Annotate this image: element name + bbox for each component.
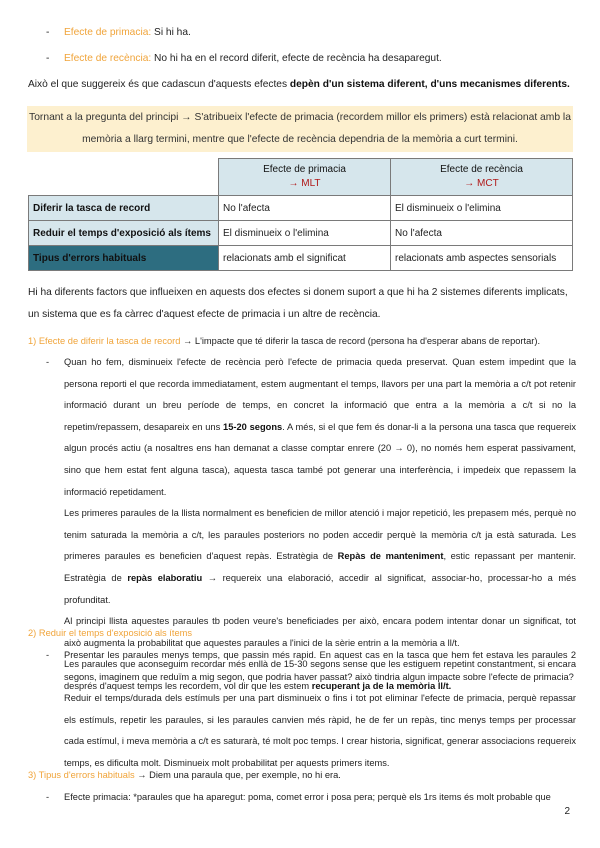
table-header-recency	[391, 159, 573, 196]
table-row	[29, 246, 573, 271]
header-sub: → MLT	[288, 178, 321, 189]
section2-heading	[28, 623, 574, 645]
bullet-dash: -	[46, 53, 50, 64]
section-intro: → L'impacte que té diferir la tasca de record (persona ha d'esperar abans de reportar).	[180, 336, 541, 346]
bullet-label: Efecte de primacia:	[64, 27, 152, 38]
table-header-primacy	[219, 159, 391, 196]
header-title: Efecte de primacia	[263, 164, 346, 175]
page-number: 2	[564, 806, 570, 817]
intro-paragraph	[28, 74, 574, 96]
row-label: Diferir la tasca de record	[29, 196, 219, 221]
row-label: Tipus d'errors habituals	[29, 246, 219, 271]
section-title: 2) Reduir el temps d'exposició als ítems	[28, 628, 193, 638]
table-corner	[29, 159, 219, 196]
factors-paragraph: Hi ha diferents factors que influeixen en aquests dos efectes si donem suport a que hi ha 2 sistemes diferents implicats, un sistema que es fa càrrec d'aquest efecte de primacia i un altre de recència.	[28, 287, 568, 320]
header-sub: → MCT	[464, 178, 499, 189]
bullet-label: Efecte de recència:	[64, 53, 152, 64]
bullet-dash: -	[46, 792, 50, 802]
intro-bold: depèn d'un sistema diferent, d'uns mecanismes diferents.	[289, 79, 570, 90]
cell-primacy: relacionats amb el significat	[219, 246, 391, 271]
table-row	[29, 196, 573, 221]
section-title: 1) Efecte de diferir la tasca de record	[28, 336, 181, 346]
cell-primacy: El disminueix o l'elimina	[219, 221, 391, 246]
cell-primacy: No l'afecta	[219, 196, 391, 221]
bullet-dash: -	[46, 650, 50, 660]
highlight-text: Tornant a la pregunta del principi → S'atribueix l'efecte de primacia (recordem millor els primers) està relacionat amb la memòria a llarg termini, mentre que l'efecte de recència dependria de la memòria a curt termini.	[29, 112, 571, 145]
bullet-dash: -	[46, 27, 50, 38]
comparison-table	[28, 158, 573, 271]
section-title: 3) Tipus d'errors habituals	[28, 770, 135, 780]
section3-bullet	[46, 787, 576, 809]
intro-text: Això el que suggereix és que cadascun d'aquests efectes	[28, 79, 290, 90]
bullet-primacy	[46, 22, 576, 44]
section1-p2: Les primeres paraules de la llista normalment es beneficien de millor atenció i major repetició, les prepasem més, perquè no tenim saturada la memòria a c/t, les paraules posteriors no poden accedir perquè la memòria c/t ja està saturada. Les primeres paraules es beneficien d'aquest repàs. Estratègia de Repàs de manteniment, estic repassant per mantenir. Estratègia de repàs elaboratiu → requereix una elaboració, accedir al significat, associar-ho, processar-ho a més profunditat.	[64, 508, 576, 605]
bullet-recency	[46, 48, 576, 70]
bullet-value: No hi ha en el record diferit, efecte de recència ha desaparegut.	[151, 53, 442, 64]
bullet-value: Si hi ha.	[151, 27, 191, 38]
bullet-dash: -	[46, 357, 50, 367]
table-row	[29, 221, 573, 246]
section3-heading	[28, 765, 574, 787]
row-label: Reduir el temps d'exposició als ítems	[29, 221, 219, 246]
section1-p3: Al principi llista aquestes paraules tb poden veure's beneficiades per això, encara podem intentar donar un significat, tot això augmenta la probabilitat que aquestes paraules a l'inici de la sèrie entrin a la memòria a ll/t.	[64, 616, 576, 648]
section-intro: → Diem una paraula que, per exemple, no hi era.	[134, 770, 341, 780]
section2-p1: Presentar les paraules menys temps, que passin més rapid. En aquest cas en la tasca que hem fet estava les paraules 2 segons, imaginem que reduïm a mig segon, que podria haver passat? això tindria algun impacte sobre l'efecte de primacia?	[64, 650, 576, 682]
section1-p4: Les paraules que aconseguim recordar més enllà de 15-30 segons sense que les estiguem repetint constantment, si encara després d'aquest temps les recordem, vol dir que les estem recuperant ja de la memòria ll/t.	[64, 659, 576, 691]
section1-p1: Quan ho fem, disminueix l'efecte de recència però l'efecte de primacia queda preservat. Quan estem impedint que la persona reporti el que recorda immediatament, estem augmentant el temps, llavors per una part la memòria a c/t pot retenir informació durant un breu període de temps, en concret la informació que entra a la memòria a c/t si no la repetim/repassem, desapareix en uns 15-20 segons. A més, si el que fem és donar-li a la persona una tasca que requereix algun procés actiu (a nosaltres ens han demanat a classe comptar enrere (20 → 0), no només hem esperat passivament, sino que hem estat fent alguna tasca), aquesta tasca també pot generar una interferència, i impedeix que repassem la informació repetidament.	[64, 357, 576, 497]
section3-p1: Efecte primacia: *paraules que ha aparegut: poma, comet error i posa pera; perquè els 1rs items és molt probable que	[64, 792, 551, 802]
section1-heading	[28, 331, 574, 353]
header-title: Efecte de recència	[440, 164, 523, 175]
cell-recency: No l'afecta	[391, 221, 573, 246]
cell-recency: El disminueix o l'elimina	[391, 196, 573, 221]
section2-p2: Reduir el temps/durada dels estímuls per una part disminueix o fins i tot pot eliminar l'efecte de primacia, perquè repassar els estímuls, repetir les paraules, si les paraules canvien més ràpid, he de fer un repàs, tinc menys temps per processar cada estímul, i meva memòria a c/t es saturarà, té molt poc temps. I crear historia, significat, generar associacions requereix temps, es dificulta molt. Disminueix molt probabilitat per aquests primers items.	[64, 693, 576, 768]
cell-recency: relacionats amb aspectes sensorials	[391, 246, 573, 271]
